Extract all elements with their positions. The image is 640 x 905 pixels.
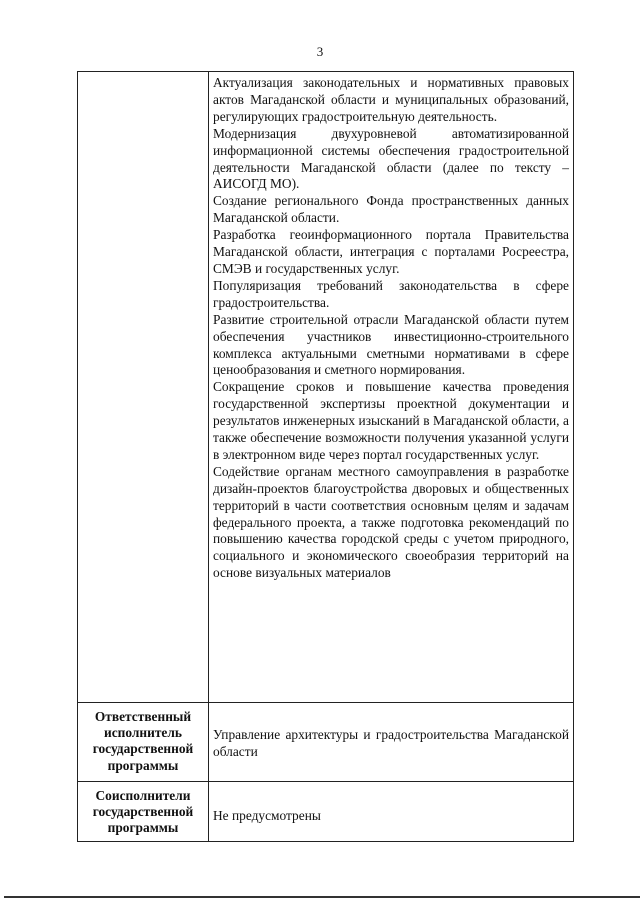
- table-row-responsible: [78, 703, 574, 782]
- table-row-coexecutors: [78, 782, 574, 842]
- goals-label-cell: [78, 72, 209, 703]
- goal-paragraph: Сокращение сроков и повышение качества проведения государственной экспертизы проектной документации и результатов инженерных изысканий в Магаданской области, а также обеспечение возможности получения указанной услуги в электронном виде через портал государственных услуг.: [213, 379, 569, 462]
- goal-paragraph: Содействие органам местного самоуправления в разработке дизайн-проектов благоустройства дворовых и общественных территорий в части соответствия основным целям и задачам федерального проекта, а также подготовка рекомендаций по повышению качества городской среды с учетом природного, социального и экономического своеобразия территорий на основе визуальных материалов: [213, 463, 569, 581]
- program-passport-table: [77, 71, 574, 842]
- table-row-goals: [78, 72, 574, 703]
- coexecutors-value: Не предусмотрены: [213, 808, 321, 823]
- coexecutors-value-cell: [209, 782, 574, 842]
- responsible-label: Ответственный исполнитель государственной программы: [78, 703, 209, 782]
- scan-bottom-edge: [4, 896, 640, 898]
- responsible-value-cell: [209, 703, 574, 782]
- goal-paragraph: Развитие строительной отрасли Магаданской области путем обеспечения участников инвестиционно-строительного комплекса актуальными сметными нормативами в сфере ценообразования и сметного нормирования.: [213, 311, 569, 378]
- goal-paragraph: Разработка геоинформационного портала Правительства Магаданской области, интеграция с порталами Росреестра, СМЭВ и государственных услуг.: [213, 227, 569, 276]
- responsible-value: Управление архитектуры и градостроительства Магаданской области: [213, 727, 569, 759]
- goal-paragraph: Создание регионального Фонда пространственных данных Магаданской области.: [213, 193, 569, 226]
- goal-paragraph: Модернизация двухуровневой автоматизированной информационной системы обеспечения градостроительной деятельности Магаданской области (далее по тексту – АИСОГД МО).: [213, 125, 569, 192]
- goal-paragraph: Популяризация требований законодательства в сфере градостроительства.: [213, 277, 569, 310]
- page-number: 3: [316, 44, 324, 59]
- goal-paragraph: Актуализация законодательных и нормативных правовых актов Магаданской области и муниципальных образований, регулирующих градостроительную деятельность.: [213, 75, 569, 124]
- coexecutors-label: Соисполнители государственной программы: [78, 782, 209, 842]
- goals-content-cell: [209, 72, 574, 703]
